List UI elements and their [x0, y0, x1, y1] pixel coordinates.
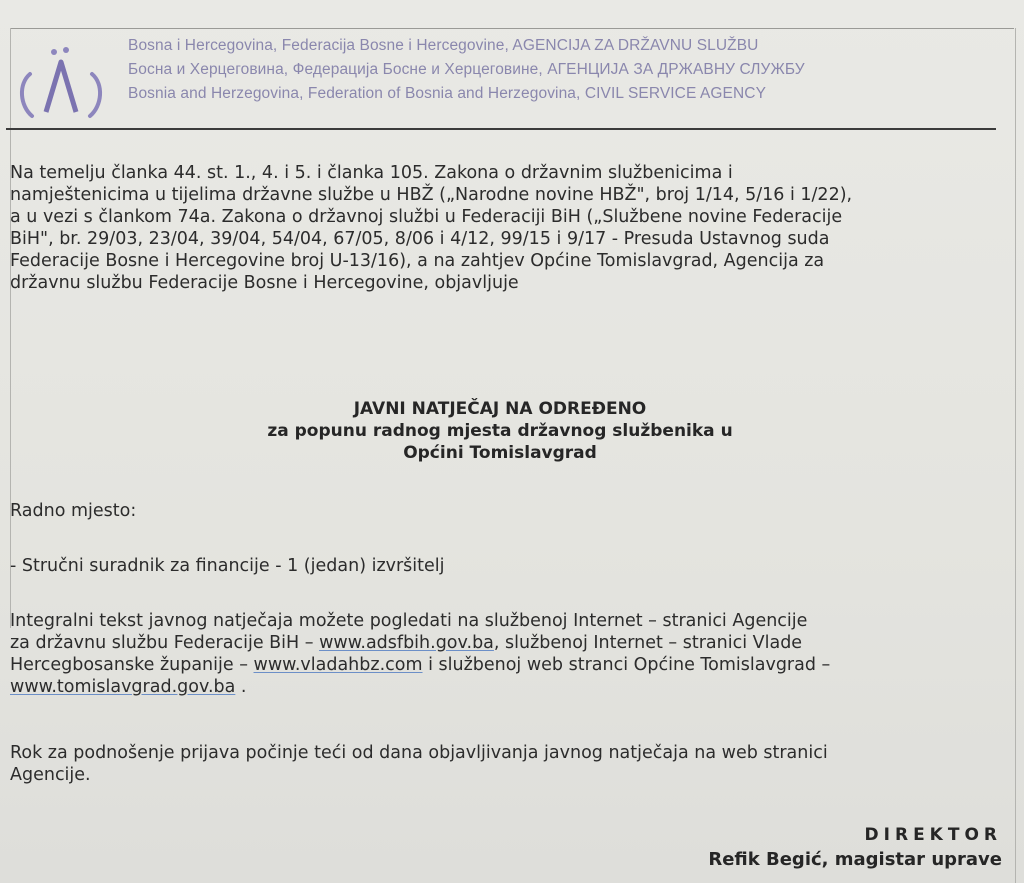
link-vladahbz[interactable]: www.vladahbz.com [253, 655, 423, 675]
integral-text: za državnu službu Federacije BiH – [10, 633, 320, 653]
intro-paragraph [10, 162, 1010, 294]
integral-line-2 [10, 632, 1010, 654]
frame-left-border [10, 28, 11, 628]
integral-text: . [235, 677, 247, 697]
signature-name: Refik Begić, magistar uprave [708, 849, 1002, 870]
agency-header [14, 34, 1004, 134]
intro-line: BiH", br. 29/03, 23/04, 39/04, 54/04, 67/05, 8/06 i 4/12, 99/15 i 9/17 - Presuda Ustavnog suda [10, 229, 830, 249]
integral-line-3 [10, 654, 1010, 676]
announcement-heading [0, 398, 1024, 464]
integral-text: , službenoj Internet – stranici Vlade [493, 633, 803, 653]
signature-title: DIREKTOR [864, 825, 1002, 845]
integral-text: i službenoj web stranci Općine Tomislavgrad – [422, 655, 831, 675]
integral-line-1: Integralni tekst javnog natječaja možete pogledati na službenoj Internet – stranici Agencije [10, 611, 808, 631]
frame-top-border [10, 28, 1014, 29]
deadline-paragraph [10, 742, 1010, 786]
integral-text: Hercegbosanske županije – [10, 655, 254, 675]
link-tomislavgrad[interactable]: www.tomislavgrad.gov.ba [10, 677, 236, 697]
heading-municipality: Općini Tomislavgrad [403, 443, 597, 463]
integral-line-4 [10, 676, 1010, 698]
signature-block [708, 822, 1002, 872]
header-rule [6, 128, 996, 130]
header-line-english: Bosnia and Herzegovina, Federation of Bosnia and Herzegovina, CIVIL SERVICE AGENCY [128, 85, 767, 102]
integral-text-paragraph [10, 610, 1010, 698]
deadline-line-1: Rok za podnošenje prijava počinje teći od dana objavljivanja javnog natječaja na web stranici [10, 743, 828, 763]
intro-line: Na temelju članka 44. st. 1., 4. i 5. i članka 105. Zakona o državnim službenicima i [10, 163, 733, 183]
intro-line: Federacije Bosne i Hercegovine broj U-13/16), a na zahtjev Općine Tomislavgrad, Agencija za [10, 251, 825, 271]
link-adsfbih[interactable]: www.adsfbih.gov.ba [319, 633, 494, 653]
agency-logo-icon [16, 36, 108, 132]
header-line-bosnian: Bosna i Hercegovina, Federacija Bosne i Hercegovine, AGENCIJA ZA DRŽAVNU SLUŽBU [128, 37, 759, 54]
intro-line: namještenicima u tijelima državne službe u HBŽ („Narodne novine HBŽ", broj 1/14, 5/16 i 1/22), [10, 185, 853, 205]
position-item: - Stručni suradnik za financije - 1 (jedan) izvršitelj [10, 556, 445, 576]
header-line-serbian: Босна и Херцеговина, Федерација Босне и Херцеговине, АГЕНЦИЈА ЗА ДРЖАВНУ СЛУЖБУ [128, 61, 805, 78]
intro-line: državnu službu Federacije Bosne i Hercegovine, objavljuje [10, 273, 519, 293]
heading-subtitle: za popunu radnog mjesta državnog službenika u [267, 421, 733, 441]
deadline-line-2: Agencije. [10, 765, 91, 785]
intro-line: a u vezi s člankom 74a. Zakona o državnoj službi u Federaciji BiH („Službene novine Federacije [10, 207, 843, 227]
position-label: Radno mjesto: [10, 501, 137, 521]
heading-title: JAVNI NATJEČAJ NA ODREĐENO [353, 399, 647, 419]
